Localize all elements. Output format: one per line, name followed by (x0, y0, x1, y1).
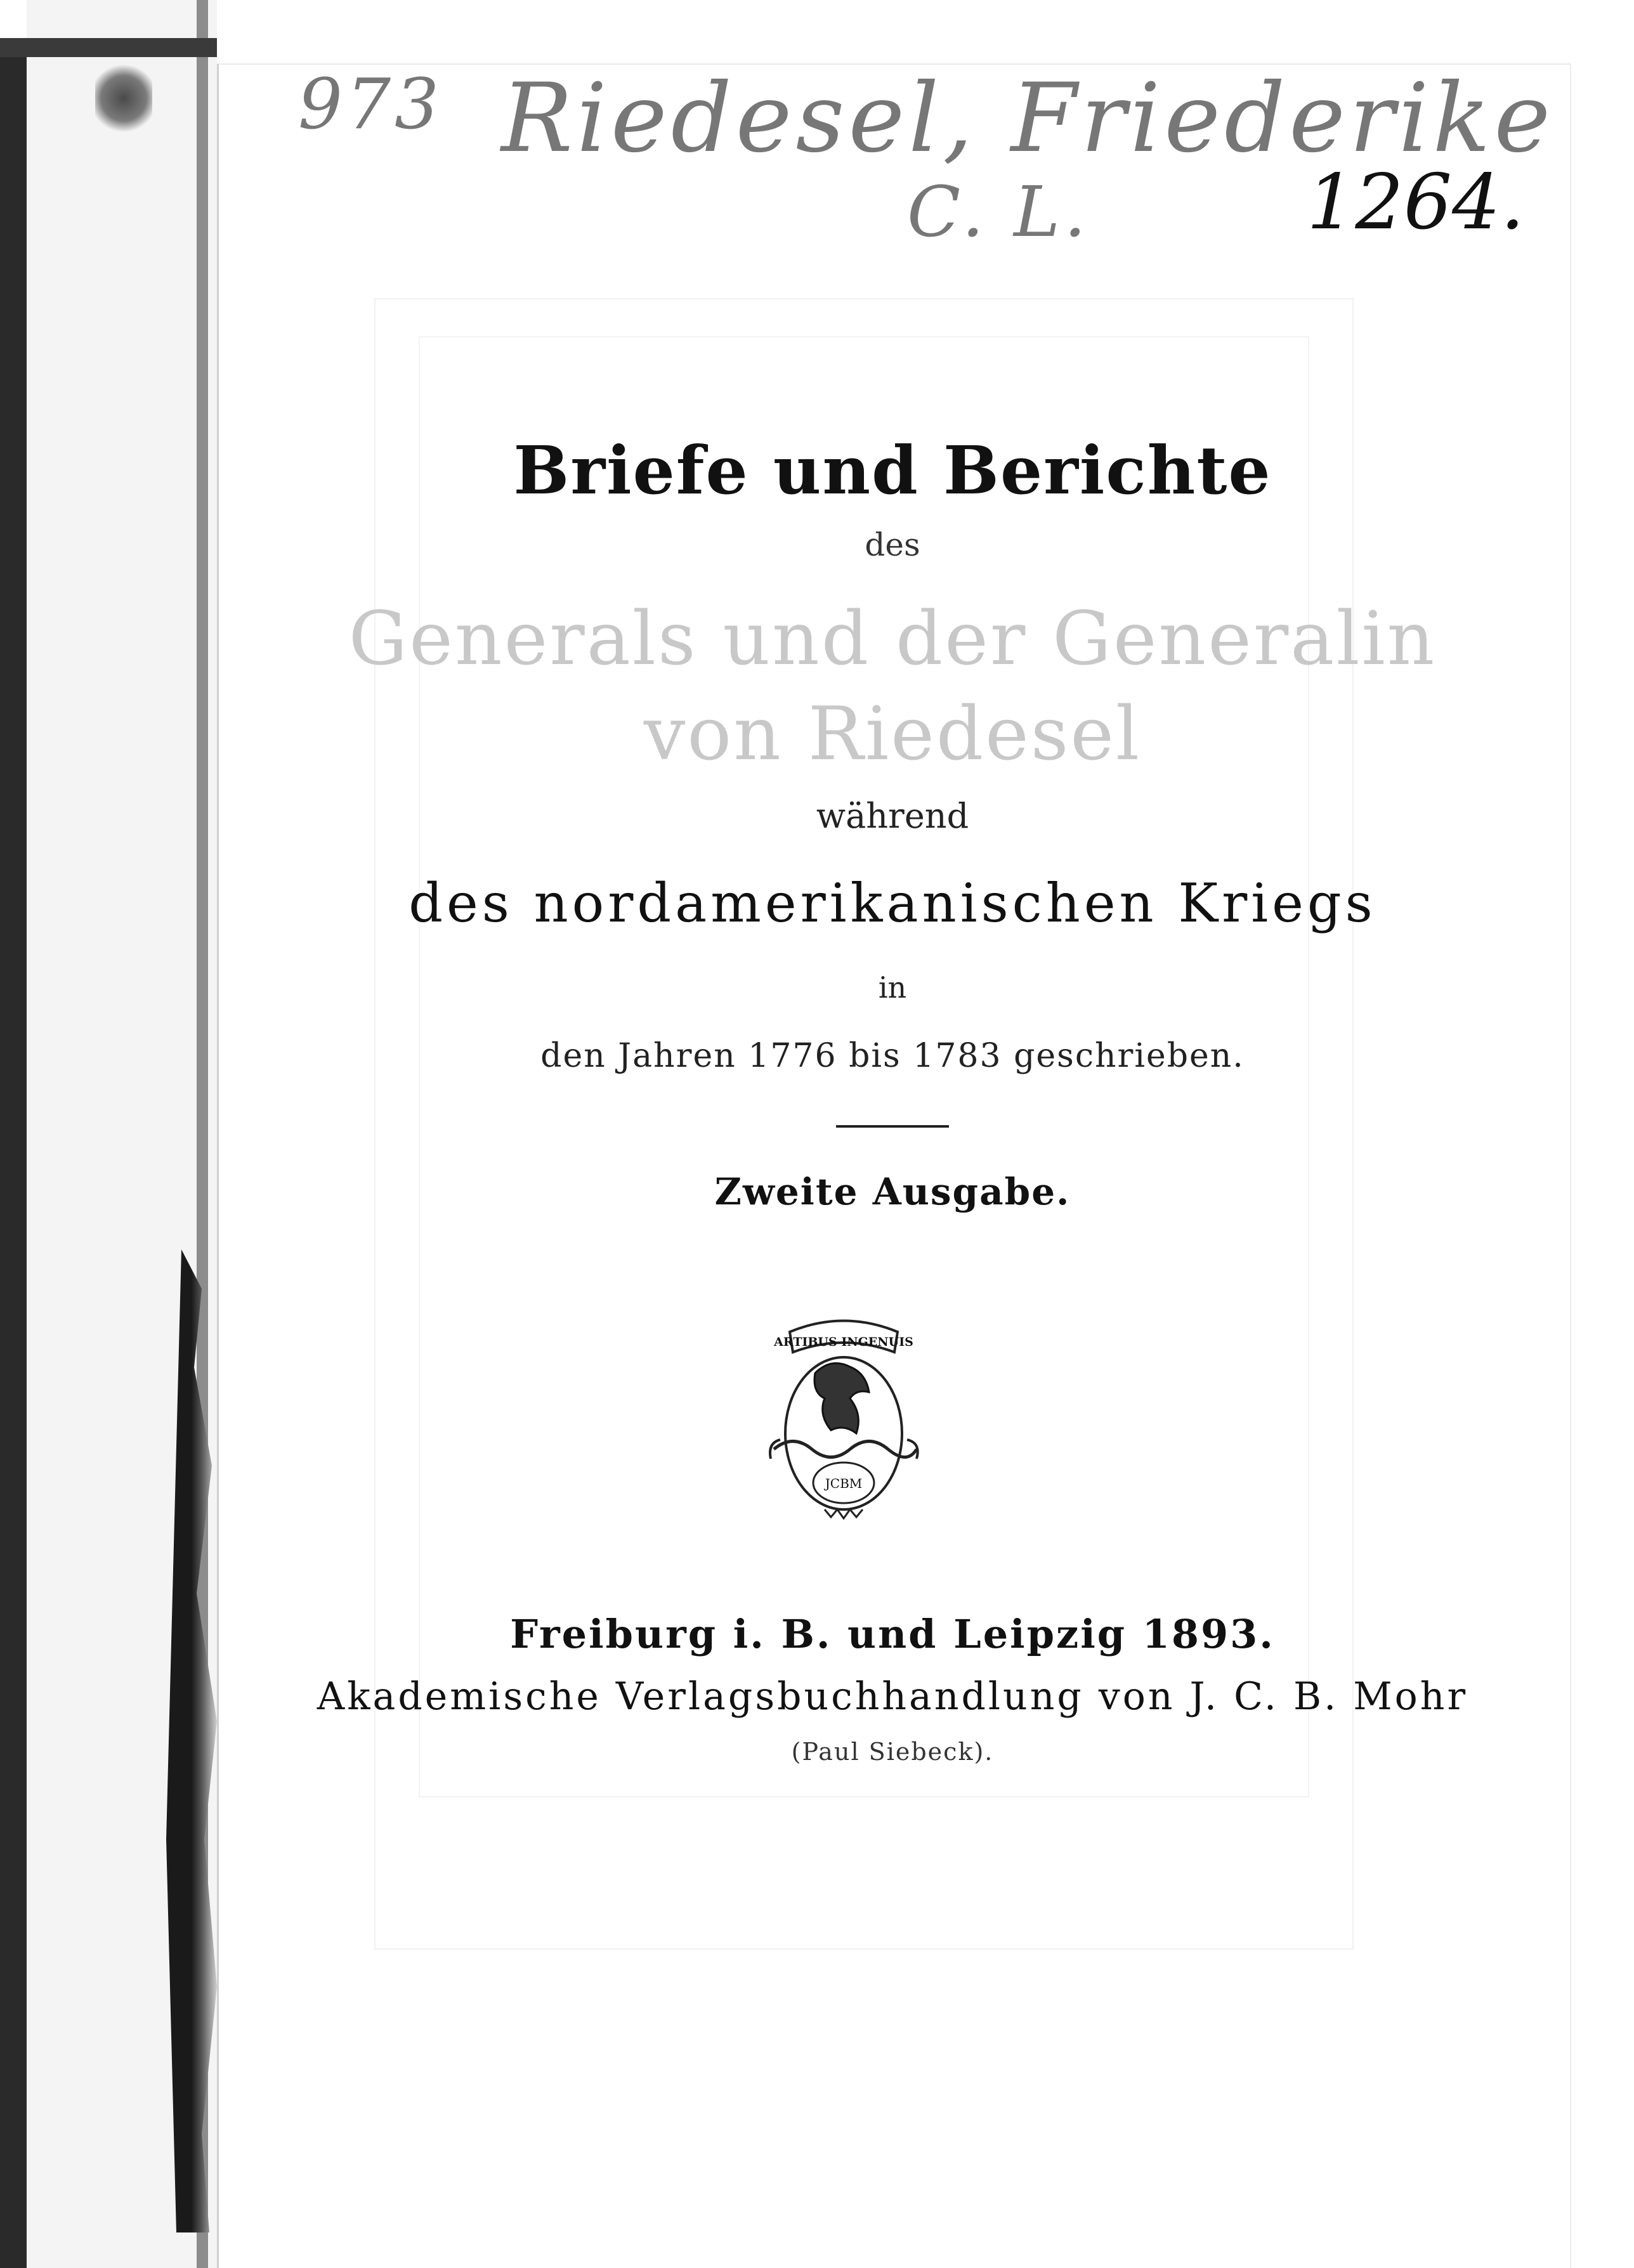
emblem-initials: JCBM (825, 1476, 863, 1491)
imprint-publisher-note: (Paul Siebeck). (791, 1738, 994, 1766)
paper-stain (95, 63, 152, 133)
handwritten-author-initials: C. L. (907, 171, 1090, 252)
title-persons-line-1: Generals und der Generalin (348, 596, 1437, 682)
title-persons-line-2: von Riedesel (643, 691, 1142, 777)
title-war-line: des nordamerikanischen Kriegs (408, 872, 1376, 934)
title-years-line: den Jahren 1776 bis 1783 geschrieben. (540, 1037, 1245, 1075)
title-connector-waehrend: während (816, 796, 969, 836)
handwritten-shelf-number: 1264. (1307, 159, 1525, 247)
handwritten-catalog-number: 973 (298, 63, 443, 145)
imprint-place-date: Freiburg i. B. und Leipzig 1893. (510, 1611, 1275, 1657)
handwritten-author-name: Riedesel, Friederike (501, 63, 1555, 174)
publisher-device-emblem (755, 1313, 932, 1522)
book-gutter (0, 51, 27, 2268)
binding-shadow (0, 38, 217, 57)
title-connector-des: des (865, 526, 920, 563)
title-connector-in: in (878, 970, 907, 1005)
emblem-motto: ARTIBUS INGENUIS (774, 1335, 913, 1349)
title-divider-rule (836, 1125, 949, 1128)
book-title: Briefe und Berichte (513, 431, 1272, 509)
edition-statement: Zweite Ausgabe. (714, 1170, 1071, 1213)
imprint-publisher: Akademische Verlagsbuchhandlung von J. C. B. Mohr (317, 1674, 1468, 1719)
